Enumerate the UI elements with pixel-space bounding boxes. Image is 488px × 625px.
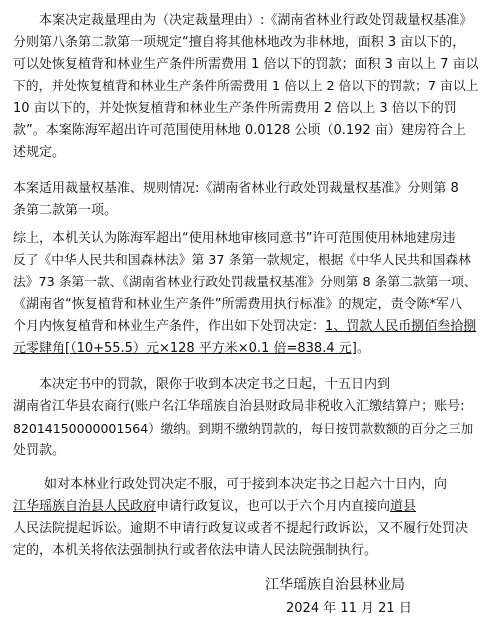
paragraph-4-line-2: 湖南省江华县农商行(账户名江华瑶族自治县财政局非税收入汇缴结算户；账号: <box>13 399 465 414</box>
paragraph-1-line-5: 10 亩以下的，并处恢复植背和林业生产条件所需费用 2 倍以上 3 倍以下的罚 <box>13 101 457 116</box>
paragraph-3-line-2: 反了《中华人民共和国森林法》第 37 条第一款规定，根据《中华人民共和国森林 <box>13 253 471 268</box>
review-authority: 江华瑶族自治县人民政府 <box>13 499 157 514</box>
paragraph-3-line-5 <box>13 316 479 338</box>
paragraph-2-line-1: 本案适用裁量权基准、规则情况:《湖南省林业行政处罚裁量权基准》分则第 8 <box>13 181 459 196</box>
paragraph-1-line-1: 本案决定裁量理由为（决定裁量理由）:《湖南省林业行政处罚裁量权基准》 <box>39 13 473 28</box>
paragraph-4-line-4: 处罚款。 <box>13 443 66 458</box>
paragraph-4-line-1: 本决定书中的罚款，限你于收到本决定书之日起，十五日内到 <box>39 377 391 392</box>
issuing-authority: 江华瑶族自治县林业局 <box>265 577 405 593</box>
paragraph-2-line-2: 条第二款第一项。 <box>13 203 118 218</box>
paragraph-3-line-3: 法》73 条第一款、《湖南省林业行政处罚裁量权基准》分则第 8 条第二款第一项、 <box>13 275 477 290</box>
court-name: 道县 <box>390 499 417 514</box>
fine-calculation-text: 元零肆角[（10+55.5）元×128 平方米×0.1 倍=838.4 元] <box>13 341 357 356</box>
paragraph-1-line-2: 分则第八条第二款第一项规定“擅自将其他林地改为非林地，面积 3 亩以下的， <box>13 35 466 50</box>
issue-date: 2024 年 11 月 21 日 <box>286 601 412 616</box>
fine-amount-text: 1、罚款人民币捌佰叁拾捌 <box>325 319 477 334</box>
paragraph-5-line-1: 如对本林业行政处罚决定不服，可于接到本决定书之日起六十日内，向 <box>44 477 448 492</box>
paragraph-5-line-3: 人民法院提起诉讼。逾期不申请行政复议或者不提起行政诉讼，又不履行处罚决 <box>13 521 469 536</box>
paragraph-3-line-4: 《湖南省“恢复植背和林业生产条件”所需费用执行标准》的规定，责令陈*军八 <box>13 297 462 312</box>
paragraph-3-line-6 <box>13 338 479 360</box>
paragraph-5-line-2 <box>13 496 479 518</box>
paragraph-3-line-1: 综上，本机关认为陈海军超出“使用林地审核同意书”许可范围使用林地建房违 <box>13 231 456 246</box>
paragraph-1-line-3: 可以处恢复植背和林业生产条件所需费用 1 倍以下的罚款；面积 3 亩以上 7 亩以 <box>13 57 479 72</box>
paragraph-1-line-6: 款”。本案陈海军超出许可范围使用林地 0.0128 公顷（0.192 亩）建房符合上 <box>13 123 466 138</box>
review-text: 申请行政复议，也可以于六个月内直接向 <box>156 499 391 514</box>
paragraph-5-line-4: 定的，本机关将依法强制执行或者依法申请人民法院强制执行。 <box>13 543 378 558</box>
fine-calculation-end: 。 <box>356 341 370 356</box>
paragraph-1-line-7: 述规定。 <box>13 145 66 160</box>
paragraph-4-line-3: 82014150000001564）缴纳。到期不缴纳罚款的，每日按罚款数额的百分之三加 <box>13 421 474 436</box>
paragraph-1-line-4: 下的，并处恢复植背和林业生产条件所需费用 1 倍以上 2 倍以下的罚款；7 亩以上 <box>13 79 479 94</box>
decision-intro-text: 个月内恢复植背和林业生产条件，作出如下处罚决定： <box>13 319 326 334</box>
